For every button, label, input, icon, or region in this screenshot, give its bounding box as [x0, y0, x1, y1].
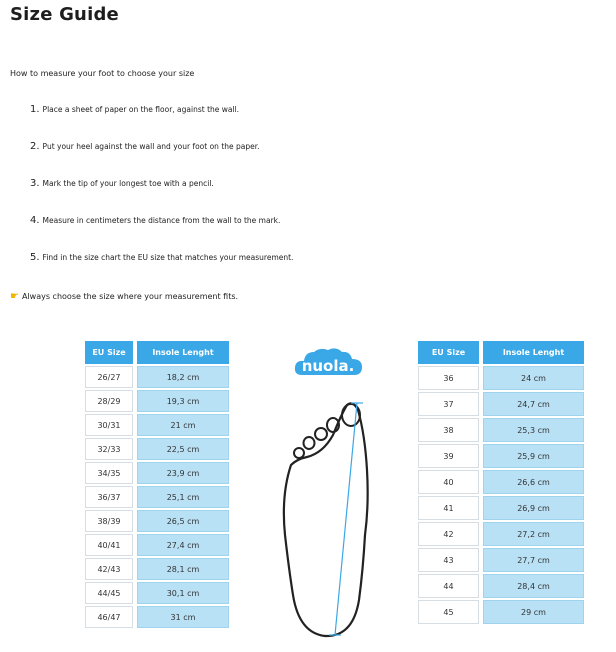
eu-size-cell: 40: [418, 470, 479, 494]
insole-length-cell: 24,7 cm: [483, 392, 584, 416]
insole-length-cell: 25,1 cm: [137, 486, 229, 508]
eu-size-cell: 44: [418, 574, 479, 598]
step-text: Find in the size chart the EU size that matches your measurement.: [42, 253, 294, 262]
eu-size-cell: 41: [418, 496, 479, 520]
table-row: [85, 582, 229, 604]
insole-length-cell: 18,2 cm: [137, 366, 229, 388]
insole-length-cell: 28,1 cm: [137, 558, 229, 580]
table-row: [85, 486, 229, 508]
eu-size-cell: 40/41: [85, 534, 133, 556]
table-row: [418, 496, 584, 520]
tip-line: [10, 291, 238, 302]
table-row: [85, 366, 229, 388]
table-row: [85, 390, 229, 412]
table-row: [418, 366, 584, 390]
step-1: [30, 104, 239, 115]
step-3: [30, 178, 214, 189]
eu-size-cell: 38/39: [85, 510, 133, 532]
insole-length-cell: 25,3 cm: [483, 418, 584, 442]
step-number: 4.: [30, 215, 40, 226]
eu-size-cell: 26/27: [85, 366, 133, 388]
eu-size-cell: 39: [418, 444, 479, 468]
eu-size-cell: 34/35: [85, 462, 133, 484]
step-4: [30, 215, 280, 226]
size-table-kids: [81, 339, 233, 630]
table-row: [85, 462, 229, 484]
insole-length-cell: 25,9 cm: [483, 444, 584, 468]
column-header-eu-size: EU Size: [418, 341, 479, 364]
eu-size-cell: 28/29: [85, 390, 133, 412]
insole-length-cell: 26,9 cm: [483, 496, 584, 520]
table-row: [85, 438, 229, 460]
eu-size-cell: 46/47: [85, 606, 133, 628]
step-text: Place a sheet of paper on the floor, against the wall.: [42, 105, 240, 114]
page-title: Size Guide: [10, 4, 119, 25]
eu-size-cell: 38: [418, 418, 479, 442]
table-row: [85, 534, 229, 556]
eu-size-cell: 44/45: [85, 582, 133, 604]
insole-length-cell: 27,2 cm: [483, 522, 584, 546]
insole-length-cell: 26,6 cm: [483, 470, 584, 494]
table-row: [418, 444, 584, 468]
step-text: Mark the tip of your longest toe with a pencil.: [42, 179, 214, 188]
nuola-logo: [292, 343, 366, 383]
step-number: 1.: [30, 104, 40, 115]
eu-size-cell: 45: [418, 600, 479, 624]
table-row: [85, 606, 229, 628]
insole-length-cell: 27,4 cm: [137, 534, 229, 556]
table-row: [418, 392, 584, 416]
eu-size-cell: 36: [418, 366, 479, 390]
logo-text: nuola.: [301, 357, 355, 375]
column-header-insole-length: Insole Lenght: [137, 341, 229, 364]
insole-length-cell: 21 cm: [137, 414, 229, 436]
insole-length-cell: 31 cm: [137, 606, 229, 628]
insole-length-cell: 30,1 cm: [137, 582, 229, 604]
table-row: [418, 470, 584, 494]
table-row: [418, 548, 584, 572]
table-row: [418, 574, 584, 598]
step-number: 2.: [30, 141, 40, 152]
step-5: [30, 252, 293, 263]
eu-size-cell: 32/33: [85, 438, 133, 460]
eu-size-cell: 42/43: [85, 558, 133, 580]
size-table-adults: [414, 339, 588, 626]
intro-text: How to measure your foot to choose your size: [10, 69, 195, 78]
insole-length-cell: 22,5 cm: [137, 438, 229, 460]
pointing-hand-icon: ☛: [10, 291, 19, 302]
insole-length-cell: 28,4 cm: [483, 574, 584, 598]
table-row: [418, 522, 584, 546]
foot-measurement-illustration: [273, 395, 383, 640]
column-header-insole-length: Insole Lenght: [483, 341, 584, 364]
step-text: Measure in centimeters the distance from the wall to the mark.: [42, 216, 281, 225]
tip-text: Always choose the size where your measurement fits.: [21, 292, 239, 301]
eu-size-cell: 43: [418, 548, 479, 572]
table-row: [85, 414, 229, 436]
insole-length-cell: 26,5 cm: [137, 510, 229, 532]
eu-size-cell: 42: [418, 522, 479, 546]
table-row: [418, 600, 584, 624]
insole-length-cell: 24 cm: [483, 366, 584, 390]
insole-length-cell: 27,7 cm: [483, 548, 584, 572]
step-2: [30, 141, 260, 152]
table-row: [418, 418, 584, 442]
table-row: [85, 558, 229, 580]
step-text: Put your heel against the wall and your foot on the paper.: [42, 142, 260, 151]
eu-size-cell: 36/37: [85, 486, 133, 508]
eu-size-cell: 37: [418, 392, 479, 416]
step-number: 5.: [30, 252, 40, 263]
eu-size-cell: 30/31: [85, 414, 133, 436]
insole-length-cell: 19,3 cm: [137, 390, 229, 412]
table-row: [85, 510, 229, 532]
insole-length-cell: 29 cm: [483, 600, 584, 624]
insole-length-cell: 23,9 cm: [137, 462, 229, 484]
column-header-eu-size: EU Size: [85, 341, 133, 364]
step-number: 3.: [30, 178, 40, 189]
